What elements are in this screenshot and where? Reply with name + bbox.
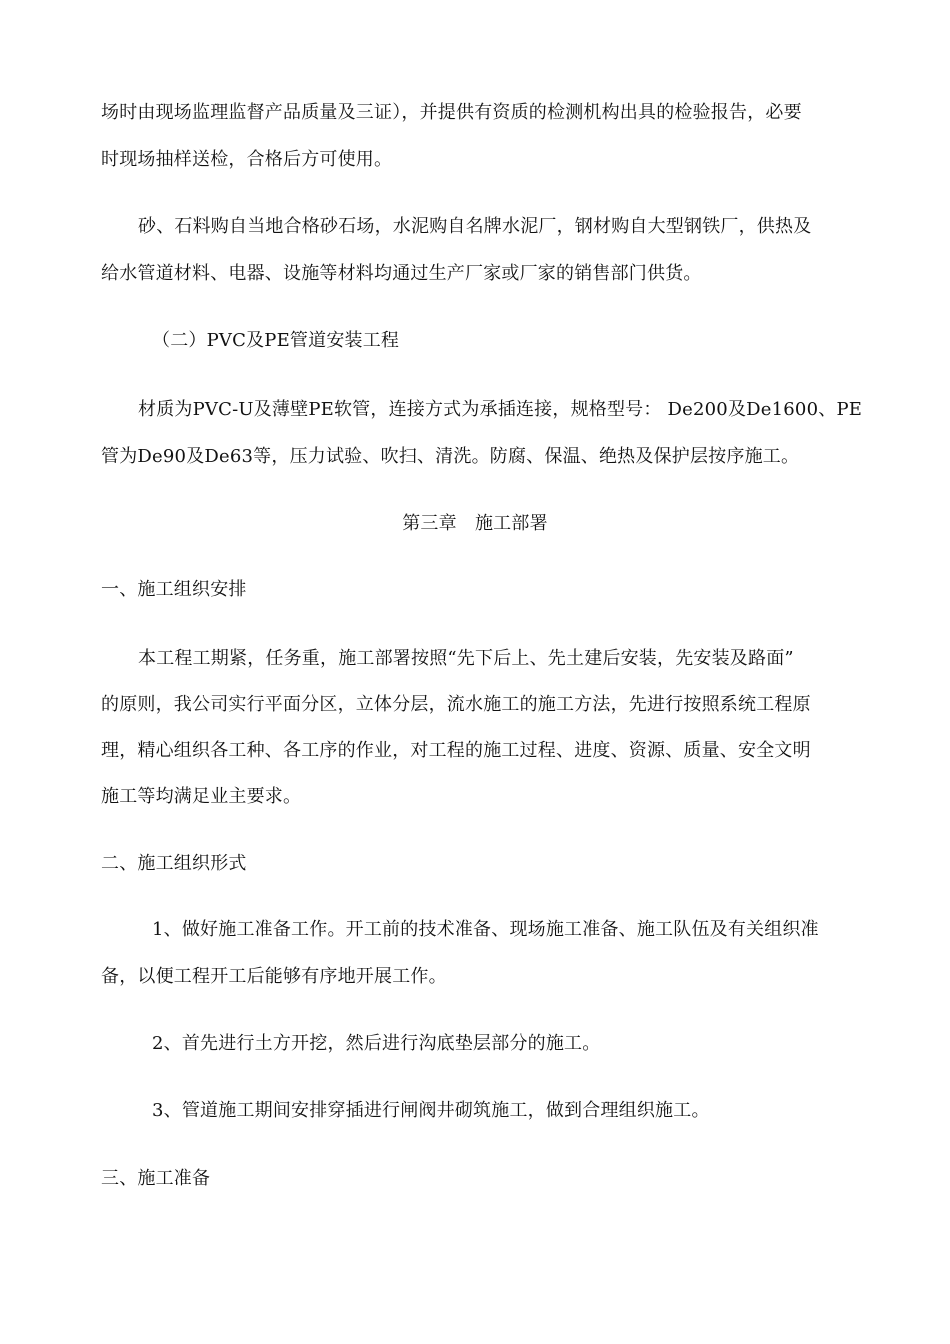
paragraph-pipe-spec-line-1: 材质为PVC-U及薄壁PE软管，连接方式为承插连接，规格型号： De200及De1600、PE [138,399,863,420]
section-heading-1: 一、施工组织安排 [101,579,247,600]
section-heading-3: 三、施工准备 [101,1168,211,1189]
subheading-pvc-pe: （二）PVC及PE管道安装工程 [152,330,400,351]
paragraph-suppliers-line-2: 给水管道材料、电器、设施等材料均通过生产厂家或厂家的销售部门供货。 [101,263,702,284]
section-1-line-1: 本工程工期紧，任务重，施工部署按照“先下后上、先土建后安装，先安装及路面” [138,648,794,669]
chapter-title: 第三章 施工部署 [402,513,548,534]
paragraph-suppliers-line-1: 砂、石料购自当地合格砂石场，水泥购自名牌水泥厂，钢材购自大型钢铁厂，供热及 [138,216,812,237]
item-1-line-1: 1、做好施工准备工作。开工前的技术准备、现场施工准备、施工队伍及有关组织准 [152,919,819,940]
item-1-line-2: 备，以便工程开工后能够有序地开展工作。 [101,966,447,987]
paragraph-materials-line-1: 场时由现场监理监督产品质量及三证），并提供有资质的检测机构出具的检验报告，必要 [101,102,802,123]
item-2: 2、首先进行土方开挖，然后进行沟底垫层部分的施工。 [152,1033,601,1054]
paragraph-materials-line-2: 时现场抽样送检，合格后方可使用。 [101,149,393,170]
section-heading-2: 二、施工组织形式 [101,853,247,874]
section-1-line-3: 理，精心组织各工种、各工序的作业，对工程的施工过程、进度、资源、质量、安全文明 [101,740,811,761]
section-1-line-4: 施工等均满足业主要求。 [101,786,302,807]
section-1-line-2: 的原则，我公司实行平面分区，立体分层，流水施工的施工方法，先进行按照系统工程原 [101,694,811,715]
item-3: 3、管道施工期间安排穿插进行闸阀井砌筑施工，做到合理组织施工。 [152,1100,710,1121]
paragraph-pipe-spec-line-2: 管为De90及De63等，压力试验、吹扫、清洗。防腐、保温、绝热及保护层按序施工。 [101,446,800,467]
